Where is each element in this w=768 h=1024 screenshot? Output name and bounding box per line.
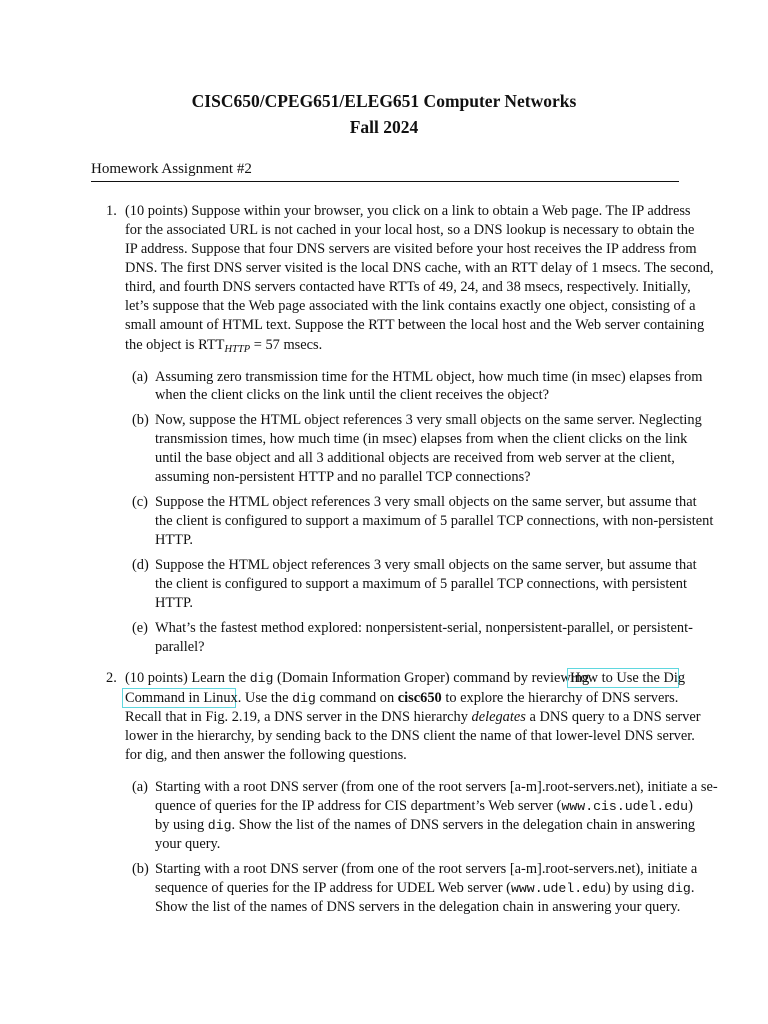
q1-line [125, 336, 322, 356]
q1-line: (10 points) Suppose within your browser, you click on a link to obtain a Web page. The IP address [125, 203, 691, 219]
q2-text: ) [688, 798, 693, 814]
q2-text: . Use the [237, 690, 293, 706]
header-divider [91, 181, 679, 182]
q2-line: lower in the hierarchy, by sending back to the DNS client the name of that lower-level DNS server. [125, 728, 695, 744]
q2a-line [155, 816, 695, 835]
q2b-line: Starting with a root DNS server (from one of the root servers [a-m].root-servers.net), initiate a [155, 861, 698, 877]
url-cis: www.cis.udel.edu [561, 799, 689, 814]
q1-line: IP address. Suppose that four DNS servers are visited before your host receives the IP address from [125, 241, 697, 257]
q2a-line: your query. [155, 836, 221, 852]
q1b-line: assuming non-persistent HTTP and no parallel TCP connections? [155, 469, 531, 485]
subpart-label: (d) [132, 557, 149, 573]
dig-command: dig [207, 818, 232, 833]
q1-line: let’s suppose that the Web page associated with the link contains exactly one object, consisting of a [125, 298, 696, 314]
q1b-line: Now, suppose the HTML object references 3 very small objects on the same server. Neglecting [155, 412, 702, 428]
q2-text: . Show the list of the names of DNS servers in the delegation chain in answering [231, 817, 696, 833]
q1a-line: when the client clicks on the link until the client receives the object? [155, 387, 550, 403]
host-name: cisc650 [397, 690, 442, 706]
q1c-line: the client is configured to support a maximum of 5 parallel TCP connections, with non-persistent [155, 513, 714, 529]
q1c-line: HTTP. [155, 532, 193, 548]
q2-text: to explore the hierarchy of DNS servers. [441, 690, 679, 706]
url-udel: www.udel.edu [510, 881, 606, 896]
q2-text: (Domain Information Groper) command by reviewing [273, 670, 590, 686]
q1d-line: HTTP. [155, 595, 193, 611]
subpart-label: (a) [132, 369, 148, 385]
dig-command: dig [249, 671, 274, 686]
dig-command: dig [292, 691, 316, 706]
q2-line [125, 708, 701, 726]
q2-text: . [690, 880, 695, 896]
q2-text: a DNS query to a DNS server [525, 709, 701, 725]
q1-text: the object is RTT [125, 337, 225, 353]
q2-text: (10 points) Learn the [125, 670, 250, 686]
dig-command: dig [667, 881, 691, 896]
q2-text: quence of queries for the IP address for CIS department’s Web server ( [155, 798, 562, 814]
dig-tutorial-link[interactable]: How to Use the Dig [570, 670, 686, 686]
subpart-label: (b) [132, 412, 149, 428]
course-title: CISC650/CPEG651/ELEG651 Computer Networks [191, 91, 577, 111]
q2b-line: Show the list of the names of DNS servers in the delegation chain in answering your query. [155, 899, 681, 915]
rtt-subscript: HTTP [224, 344, 251, 355]
subpart-label: (a) [132, 779, 148, 795]
q2b-line [155, 879, 694, 898]
q1a-line: Assuming zero transmission time for the HTML object, how much time (in msec) elapses from [155, 369, 703, 385]
dig-tutorial-link[interactable]: Command in Linux [125, 690, 238, 706]
q1-text: = 57 msecs. [250, 337, 323, 353]
q1d-line: the client is configured to support a maximum of 5 parallel TCP connections, with persistent [155, 576, 687, 592]
q1-line: small amount of HTML text. Suppose the RTT between the local host and the Web server containing [125, 317, 705, 333]
subpart-label: (c) [132, 494, 148, 510]
q1-line: third, and fourth DNS servers contacted have RTTs of 49, 24, and 38 msecs, respectively. Initially, [125, 279, 691, 295]
q2-line [125, 689, 678, 708]
q1c-line: Suppose the HTML object references 3 very small objects on the same server, but assume that [155, 494, 697, 510]
q2-text: Recall that in Fig. 2.19, a DNS server in the DNS hierarchy [125, 709, 472, 725]
subpart-label: (e) [132, 620, 148, 636]
q2a-line: Starting with a root DNS server (from one of the root servers [a-m].root-servers.net), initiate a se- [155, 779, 718, 795]
question-number: 2. [106, 670, 117, 686]
q1b-line: until the base object and all 3 additional objects are received from web server at the client, [155, 450, 675, 466]
q1e-line: What’s the fastest method explored: nonpersistent-serial, nonpersistent-parallel, or persistent- [155, 620, 693, 636]
q2-text: by using [155, 817, 208, 833]
q2a-line [155, 797, 693, 816]
q2-text: sequence of queries for the IP address for UDEL Web server ( [155, 880, 511, 896]
q2-text: command on [315, 690, 398, 706]
q1-line: for the associated URL is not cached in your local host, so a DNS lookup is necessary to obtain the [125, 222, 695, 238]
term-title: Fall 2024 [349, 117, 419, 137]
q1e-line: parallel? [155, 639, 205, 655]
q2-line [125, 669, 589, 688]
assignment-label: Homework Assignment #2 [91, 161, 252, 177]
emphasis-delegates: delegates [471, 709, 526, 725]
q2-line: for dig, and then answer the following questions. [125, 747, 407, 763]
q2-text: ) by using [605, 880, 668, 896]
q1d-line: Suppose the HTML object references 3 very small objects on the same server, but assume that [155, 557, 697, 573]
q1-line: DNS. The first DNS server visited is the local DNS cache, with an RTT delay of 1 msecs. The second, [125, 260, 714, 276]
question-number: 1. [106, 203, 117, 219]
q1b-line: transmission times, how much time (in msec) elapses from when the client clicks on the link [155, 431, 688, 447]
subpart-label: (b) [132, 861, 149, 877]
